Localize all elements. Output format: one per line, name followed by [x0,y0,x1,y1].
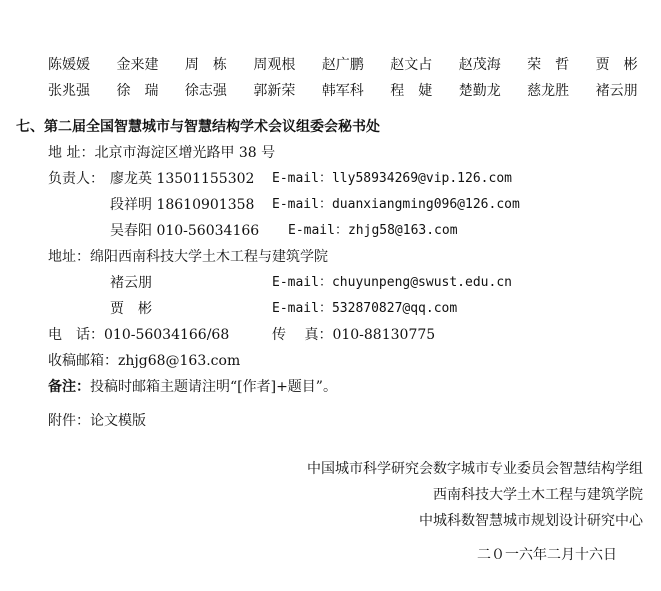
name: 荣 哲 [527,57,570,73]
signature-org-3: 中城科数智慧城市规划设计研究中心 [419,513,643,529]
address-label: 地址： [48,249,90,265]
note-label: 备注： [48,379,90,395]
attachment-line: 附件：论文模版 [48,413,146,429]
contact-name: 吴春阳 010-56034166 [110,223,260,239]
name: 徐志强 [184,83,227,99]
name: 赵广鹏 [321,57,364,73]
name: 赵茂海 [458,57,501,73]
contact-label: 负责人： [48,171,104,187]
contact-name: 贾 彬 [110,301,152,317]
signature-date: 二０一六年二月十六日 [477,547,617,563]
contact-email: E-mail：chuyunpeng@swust.edu.cn [272,275,512,290]
names-row-2 [48,82,638,100]
name: 陈媛媛 [48,57,90,73]
note-text: 投稿时邮箱主题请注明“[作者]+题目”。 [90,379,337,395]
contact-email: E-mail：zhjg58@163.com [288,223,458,238]
name: 贾 彬 [595,57,638,73]
note-line [48,378,337,396]
contact-name: 廖龙英 13501155302 [110,171,255,187]
name: 赵文占 [390,57,433,73]
name: 周 栋 [184,57,227,73]
name: 徐 瑞 [116,83,159,99]
address-value: 绵阳西南科技大学土木工程与建筑学院 [90,249,328,265]
contact-email: E-mail：duanxiangming096@126.com [272,197,520,212]
contact-name: 段祥明 18610901358 [110,197,255,213]
name: 韩军科 [321,83,364,99]
name: 楚勤龙 [458,83,501,99]
contact-name: 褚云朋 [110,275,152,291]
name: 褚云朋 [595,83,638,99]
contact-email: E-mail：lly58934269@vip.126.com [272,171,512,186]
phone-line: 电 话：010-56034166/68 [48,327,230,343]
submission-mailbox: 收稿邮箱：zhjg68@163.com [48,353,241,369]
address-line [48,144,275,162]
name: 程 婕 [390,83,433,99]
name: 金来建 [116,57,159,73]
address-label: 地 址： [48,145,95,161]
names-row-1 [48,56,638,74]
address-line [48,248,328,266]
signature-org-1: 中国城市科学研究会数字城市专业委员会智慧结构学组 [307,461,643,477]
address-value: 北京市海淀区增光路甲 38 号 [94,145,276,161]
name: 郭新荣 [253,83,296,99]
name: 慈龙胜 [527,83,570,99]
name: 张兆强 [48,83,90,99]
fax-line: 传 真：010-88130775 [272,327,436,343]
signature-org-2: 西南科技大学土木工程与建筑学院 [433,487,643,503]
contact-email: E-mail：532870827@qq.com [272,301,458,316]
name: 周观根 [253,57,296,73]
section-heading: 七、第二届全国智慧城市与智慧结构学术会议组委会秘书处 [16,119,380,135]
